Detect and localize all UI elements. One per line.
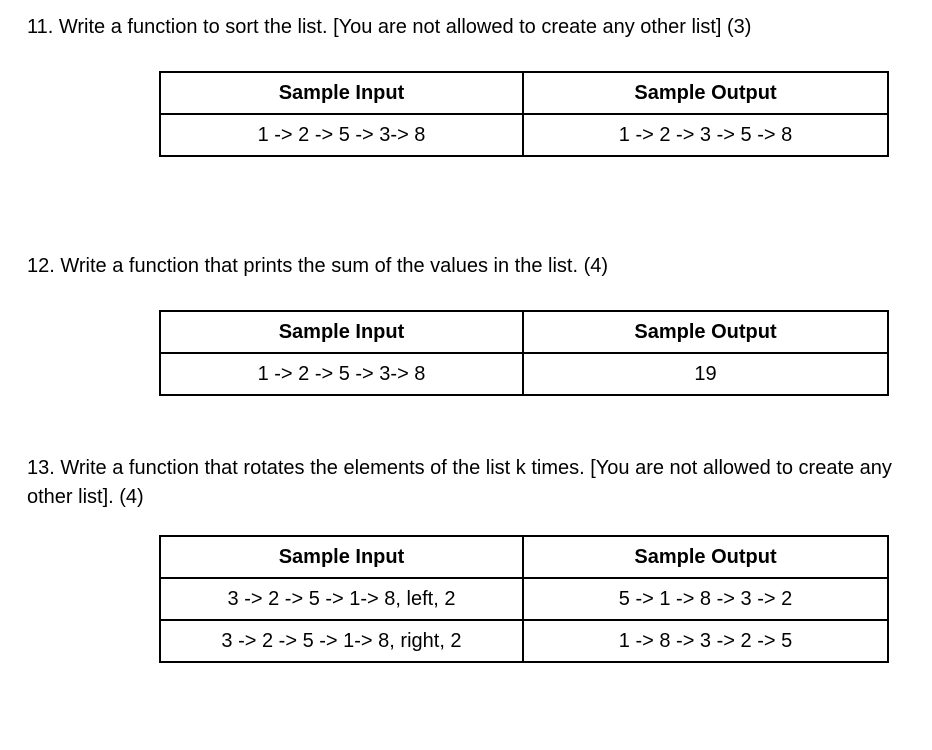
sample-output-cell: 1 -> 2 -> 3 -> 5 -> 8 [523, 114, 888, 156]
question-12-text: 12. Write a function that prints the sum of the values in the list. (4) [27, 255, 609, 277]
question-13-sample-table [159, 535, 889, 663]
question-12-sample-table [159, 310, 889, 396]
table-header-row [160, 72, 888, 114]
table-row [160, 353, 888, 395]
sample-input-header: Sample Input [160, 311, 523, 353]
sample-input-header: Sample Input [160, 72, 523, 114]
question-11-sample-table [159, 71, 889, 157]
sample-output-cell: 1 -> 8 -> 3 -> 2 -> 5 [523, 620, 888, 662]
sample-input-cell: 1 -> 2 -> 5 -> 3-> 8 [160, 114, 523, 156]
table-header-row [160, 536, 888, 578]
sample-input-cell: 3 -> 2 -> 5 -> 1-> 8, right, 2 [160, 620, 523, 662]
table-row [160, 114, 888, 156]
question-13-text: 13. Write a function that rotates the elements of the list k times. [You are not allowed to create any other list]. (4) [27, 457, 892, 508]
table-header-row [160, 311, 888, 353]
sample-output-cell: 5 -> 1 -> 8 -> 3 -> 2 [523, 578, 888, 620]
table-row [160, 620, 888, 662]
sample-output-header: Sample Output [523, 536, 888, 578]
sample-output-header: Sample Output [523, 311, 888, 353]
sample-input-cell: 3 -> 2 -> 5 -> 1-> 8, left, 2 [160, 578, 523, 620]
sample-input-cell: 1 -> 2 -> 5 -> 3-> 8 [160, 353, 523, 395]
sample-output-cell: 19 [523, 353, 888, 395]
table-row [160, 578, 888, 620]
question-11-text: 11. Write a function to sort the list. [You are not allowed to create any other list] (3) [27, 16, 752, 38]
sample-output-header: Sample Output [523, 72, 888, 114]
sample-input-header: Sample Input [160, 536, 523, 578]
